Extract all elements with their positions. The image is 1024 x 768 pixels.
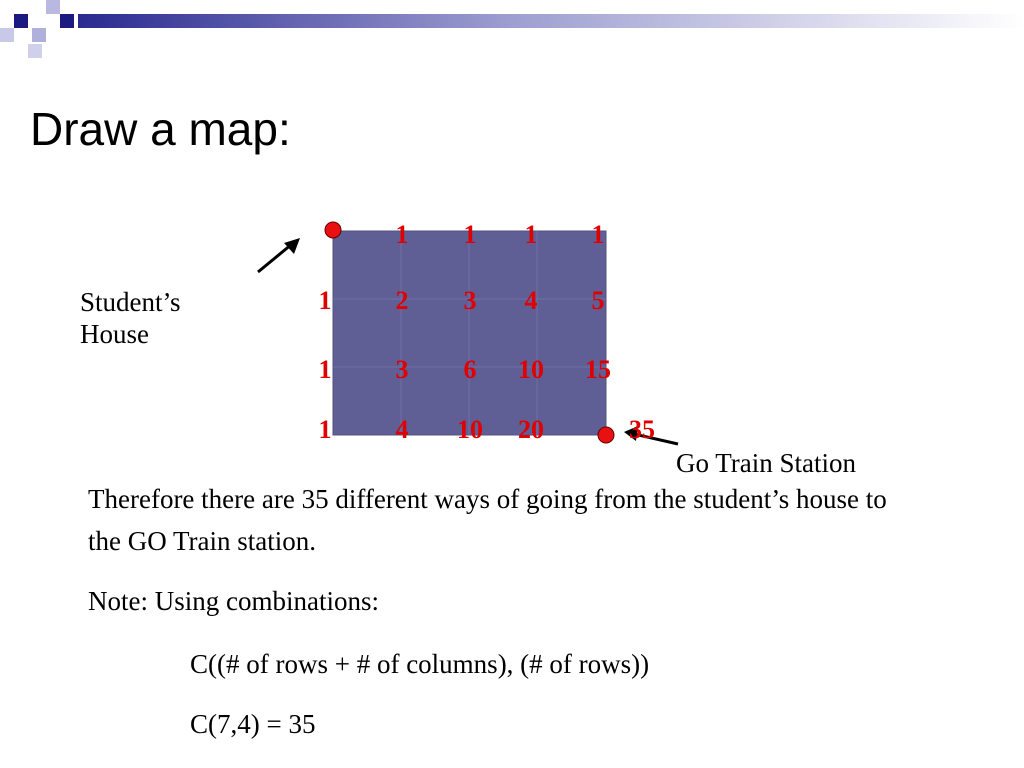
general-formula: C((# of rows + # of columns), (# of rows)) (190, 649, 650, 679)
path-count-r0-c4: 1 (591, 220, 605, 249)
path-count-r1-c1: 2 (395, 286, 409, 315)
path-count-r2-c2: 6 (463, 355, 477, 384)
go-train-station-label: Go Train Station (676, 448, 857, 478)
path-count-r1-c3: 4 (524, 286, 538, 315)
note-text: Note: Using combinations: (88, 586, 379, 616)
path-count-r3-c2: 10 (457, 415, 483, 444)
path-count-r3-c4: 35 (629, 415, 655, 444)
conclusion-text: Therefore there are 35 different ways of going from the student’s house to the GO Train station. (88, 484, 887, 556)
slide-title: Draw a map: (30, 103, 291, 155)
path-count-r2-c0: 1 (318, 355, 332, 384)
path-count-r1-c0: 1 (318, 286, 332, 315)
path-count-r1-c2: 3 (463, 286, 477, 315)
path-count-r3-c0: 1 (318, 415, 332, 444)
path-count-r0-c1: 1 (395, 220, 409, 249)
path-count-r0-c3: 1 (524, 220, 538, 249)
station-dot (598, 427, 614, 443)
path-count-r2-c4: 15 (585, 355, 611, 384)
path-count-r3-c3: 20 (518, 415, 544, 444)
student-house-label: Student’s House (80, 287, 181, 350)
path-count-r2-c3: 10 (518, 355, 544, 384)
path-count-r2-c1: 3 (395, 355, 409, 384)
specific-formula: C(7,4) = 35 (190, 709, 316, 739)
path-count-r0-c2: 1 (463, 220, 477, 249)
house-dot (325, 222, 341, 238)
path-count-r3-c1: 4 (395, 415, 409, 444)
house-arrow (258, 238, 300, 272)
path-count-r1-c4: 5 (591, 286, 605, 315)
